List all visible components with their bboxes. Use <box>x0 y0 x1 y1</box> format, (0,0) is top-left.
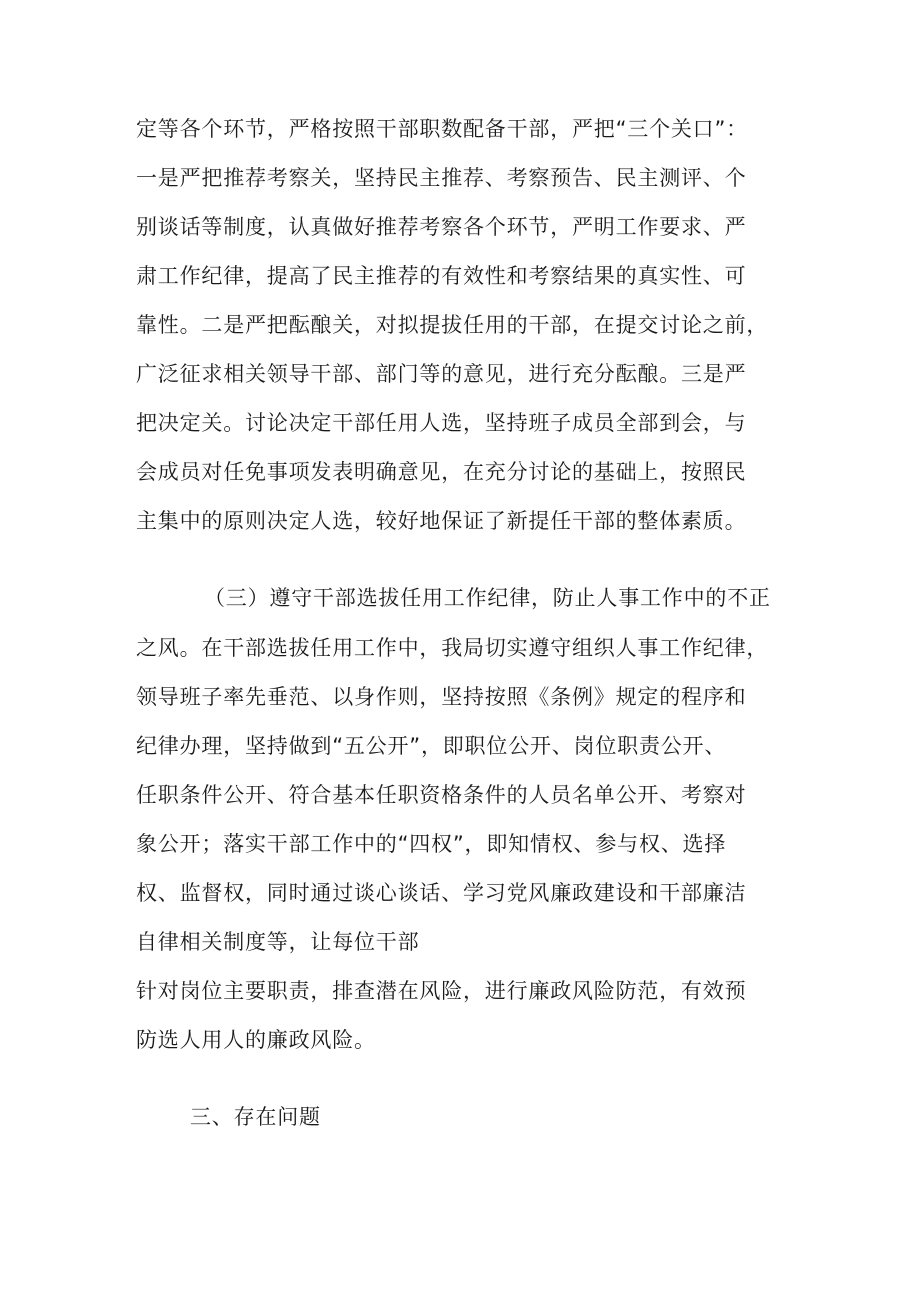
paragraph-1-line-3: 别谈话等制度，认真做好推荐考察各个环节，严明工作要求、严 <box>136 215 747 239</box>
paragraph-2-line-9: 针对岗位主要职责，排查潜在风险，进行廉政风险防范，有效预 <box>136 979 747 1003</box>
paragraph-1-line-8: 会成员对任免事项发表明确意见，在充分讨论的基础上，按照民 <box>136 460 747 484</box>
paragraph-2-line-7: 权、监督权，同时通过谈心谈话、学习党风廉政建设和干部廉洁 <box>136 881 747 905</box>
paragraph-1-line-7: 把决定关。讨论决定干部任用人选，坚持班子成员全部到会，与 <box>136 411 747 435</box>
paragraph-1-line-6: 广泛征求相关领导干部、部门等的意见，进行充分酝酿。三是严 <box>136 362 747 386</box>
paragraph-1-line-1: 定等各个环节，严格按照干部职数配备干部，严把“三个关口”： <box>136 117 748 141</box>
paragraph-2-line-2: 之风。在干部选拔任用工作中，我局切实遵守组织人事工作纪律， <box>136 636 769 660</box>
paragraph-2-line-10: 防选人用人的廉政风险。 <box>136 1028 376 1052</box>
paragraph-2-line-1: （三）遵守干部选拔任用工作纪律，防止人事工作中的不正 <box>204 586 771 610</box>
paragraph-1-line-2: 一是严把推荐考察关，坚持民主推荐、考察预告、民主测评、个 <box>136 166 747 190</box>
paragraph-1-line-9: 主集中的原则决定人选，较好地保证了新提任干部的整体素质。 <box>136 509 747 533</box>
paragraph-1-line-5: 靠性。二是严把酝酿关，对拟提拔任用的干部，在提交讨论之前， <box>136 313 769 337</box>
paragraph-2-line-3: 领导班子率先垂范、以身作则，坚持按照《条例》规定的程序和 <box>136 685 747 709</box>
paragraph-2-line-4: 纪律办理，坚持做到“五公开”，即职位公开、岗位职责公开、 <box>136 734 727 758</box>
paragraph-2-line-6: 象公开；落实干部工作中的“四权”，即知情权、参与权、选择 <box>136 832 727 856</box>
paragraph-1-line-4: 肃工作纪律，提高了民主推荐的有效性和考察结果的真实性、可 <box>136 264 747 288</box>
paragraph-2-line-5: 任职条件公开、符合基本任职资格条件的人员名单公开、考察对 <box>136 783 747 807</box>
paragraph-2-line-8: 自律相关制度等，让每位干部 <box>136 930 420 954</box>
section-heading: 三、存在问题 <box>190 1105 321 1129</box>
